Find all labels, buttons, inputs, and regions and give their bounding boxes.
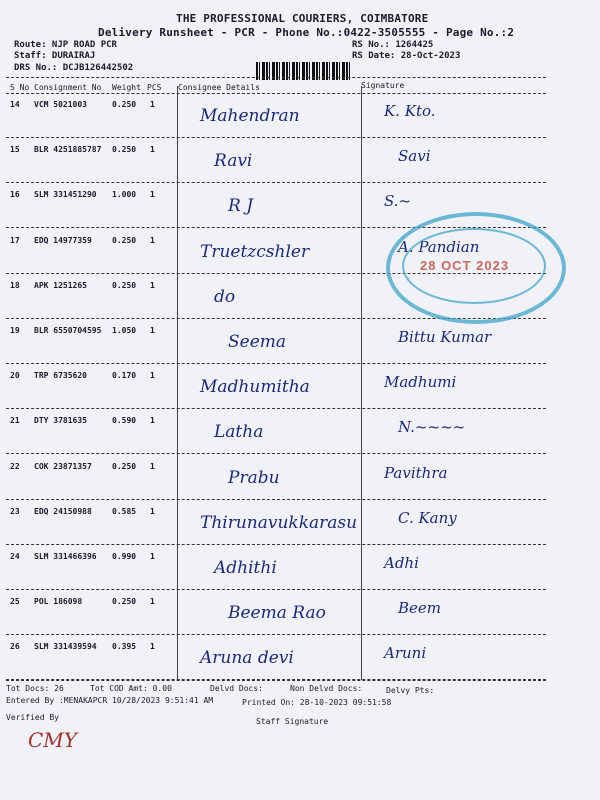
row-weight: 0.395	[112, 642, 137, 651]
col-consignment: Consignment No	[34, 83, 102, 92]
row-consignment: BLR 6550704595	[34, 326, 102, 335]
col-consignee: Consignee Details	[178, 83, 260, 92]
row-consignment: COK 23871357	[34, 462, 92, 471]
row-consignee: Adhithi	[214, 558, 277, 578]
row-signature: N.~~~~	[398, 418, 466, 436]
row-sno: 16	[10, 190, 20, 199]
row-divider	[6, 589, 546, 590]
row-sno: 26	[10, 642, 20, 651]
row-pcs: 1	[150, 281, 155, 290]
row-pcs: 1	[150, 552, 155, 561]
col-signature: Signature	[361, 81, 405, 90]
tot-cod: Tot COD Amt: 0.00	[90, 684, 172, 693]
staff-text: Staff: DURAIRAJ	[14, 51, 96, 61]
row-pcs: 1	[150, 507, 155, 516]
row-signature: A. Pandian	[398, 238, 480, 256]
row-consignment: SLM 331451290	[34, 190, 97, 199]
company-title: THE PROFESSIONAL COURIERS, COIMBATORE	[176, 12, 429, 25]
rs-date: RS Date: 28-Oct-2023	[352, 51, 461, 61]
row-signature: C. Kany	[398, 509, 457, 527]
runsheet-subtitle: Delivery Runsheet - PCR - Phone No.:0422-3505555 - Page No.:2	[98, 26, 515, 39]
row-signature: S.~	[384, 192, 412, 210]
row-weight: 0.250	[112, 281, 137, 290]
row-consignee: R J	[228, 196, 254, 216]
row-signature: Aruni	[384, 644, 427, 662]
row-consignment: EDQ 14977359	[34, 236, 92, 245]
row-consignee: Truetzcshler	[200, 242, 310, 262]
row-weight: 0.590	[112, 416, 137, 425]
tot-docs: Tot Docs: 26	[6, 684, 64, 693]
row-signature: Madhumi	[384, 373, 457, 391]
row-pcs: 1	[150, 236, 155, 245]
row-divider	[6, 634, 546, 635]
drs-number: DRS No.: DCJB126442502	[14, 63, 134, 73]
row-divider	[6, 137, 546, 138]
row-divider	[6, 453, 546, 454]
row-consignee: Mahendran	[200, 106, 300, 126]
row-signature: Bittu Kumar	[398, 328, 492, 346]
row-consignee: Ravi	[214, 151, 253, 171]
row-sno: 23	[10, 507, 20, 516]
header-top-rule	[6, 77, 546, 78]
row-weight: 1.000	[112, 190, 137, 199]
col-weight: Weight	[112, 83, 141, 92]
row-sno: 15	[10, 145, 20, 154]
signature-divider	[361, 86, 362, 680]
row-sno: 22	[10, 462, 20, 471]
row-consignee: Beema Rao	[228, 603, 326, 623]
received-stamp	[386, 212, 566, 324]
row-consignee: Prabu	[228, 468, 280, 488]
stamp-date: 28 OCT 2023	[420, 258, 510, 273]
row-pcs: 1	[150, 371, 155, 380]
row-consignee: Seema	[228, 332, 287, 352]
header-bottom-rule	[6, 93, 546, 94]
row-weight: 0.250	[112, 100, 137, 109]
row-consignee: do	[214, 287, 236, 307]
col-pcs: PCS	[147, 83, 162, 92]
row-pcs: 1	[150, 100, 155, 109]
staff-signature-label: Staff Signature	[256, 717, 329, 726]
row-sno: 25	[10, 597, 20, 606]
row-consignment: DTY 3781635	[34, 416, 87, 425]
delvy-pts: Delvy Pts:	[386, 686, 435, 695]
row-sno: 17	[10, 236, 20, 245]
row-consignment: BLR 4251885787	[34, 145, 102, 154]
row-pcs: 1	[150, 597, 155, 606]
row-pcs: 1	[150, 326, 155, 335]
route-text: Route: NJP ROAD PCR	[14, 40, 117, 50]
row-pcs: 1	[150, 416, 155, 425]
entered-by: Entered By :MENAKAPCR 10/28/2023 9:51:41 AM	[6, 696, 214, 705]
printed-on: Printed On: 28-10-2023 09:51:58	[242, 698, 392, 707]
row-sno: 24	[10, 552, 20, 561]
row-weight: 0.990	[112, 552, 137, 561]
row-divider	[6, 363, 546, 364]
non-delvd-docs: Non Delvd Docs:	[290, 684, 363, 693]
row-consignment: APK 1251265	[34, 281, 87, 290]
row-signature: K. Kto.	[384, 102, 436, 120]
col-sno: S No	[10, 83, 30, 92]
row-signature: Savi	[398, 147, 431, 165]
row-signature: Pavithra	[384, 464, 448, 482]
row-consignee: Latha	[214, 422, 264, 442]
row-consignee: Thirunavukkarasu	[200, 513, 358, 533]
row-sno: 19	[10, 326, 20, 335]
row-weight: 0.250	[112, 597, 137, 606]
footer-top-rule	[6, 680, 546, 681]
row-consignment: SLM 331466396	[34, 552, 97, 561]
row-consignee: Aruna devi	[200, 648, 294, 668]
row-weight: 1.050	[112, 326, 137, 335]
verified-by: Verified By	[6, 713, 59, 722]
row-weight: 0.250	[112, 236, 137, 245]
row-consignment: TRP 6735620	[34, 371, 87, 380]
row-sno: 21	[10, 416, 20, 425]
row-sno: 18	[10, 281, 20, 290]
row-divider	[6, 499, 546, 500]
row-divider	[6, 544, 546, 545]
row-pcs: 1	[150, 642, 155, 651]
row-weight: 0.170	[112, 371, 137, 380]
row-sno: 14	[10, 100, 20, 109]
row-signature: Adhi	[384, 554, 419, 572]
row-weight: 0.250	[112, 145, 137, 154]
row-consignment: VCM 5021003	[34, 100, 87, 109]
row-consignment: SLM 331439594	[34, 642, 97, 651]
row-pcs: 1	[150, 190, 155, 199]
row-divider	[6, 408, 546, 409]
row-consignment: EDQ 24150988	[34, 507, 92, 516]
row-pcs: 1	[150, 145, 155, 154]
row-sno: 20	[10, 371, 20, 380]
row-signature: Beem	[398, 599, 442, 617]
delvd-docs: Delvd Docs:	[210, 684, 263, 693]
row-consignee: Madhumitha	[200, 377, 310, 397]
rs-number: RS No.: 1264425	[352, 40, 434, 50]
row-weight: 0.250	[112, 462, 137, 471]
row-pcs: 1	[150, 462, 155, 471]
row-divider	[6, 182, 546, 183]
consignee-divider	[177, 86, 178, 680]
verifier-signature: CMY	[28, 728, 77, 752]
row-consignment: POL 186098	[34, 597, 83, 606]
row-weight: 0.585	[112, 507, 137, 516]
